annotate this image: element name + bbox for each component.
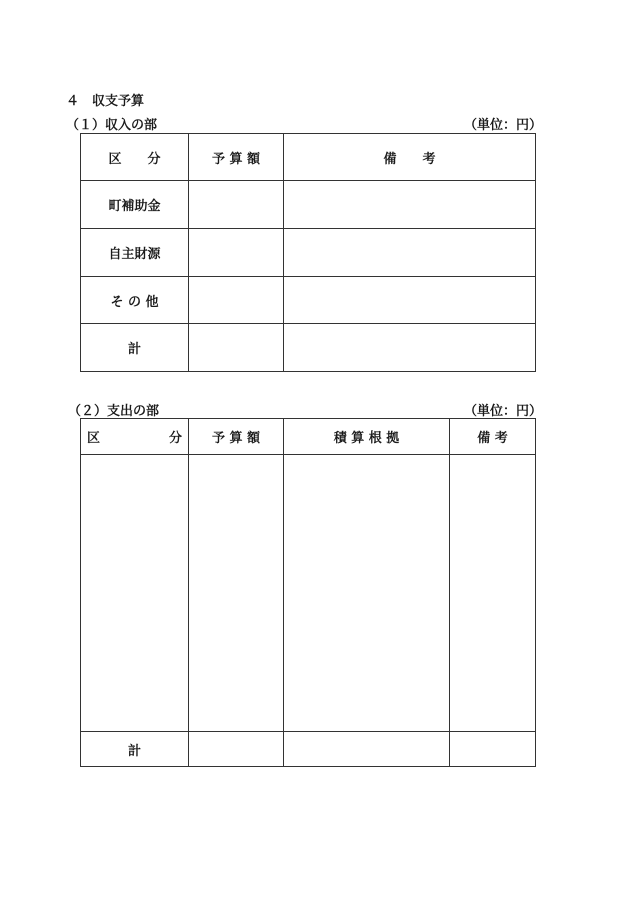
section-title: ４ 収支予算: [66, 94, 145, 109]
expense-body-amount[interactable]: [189, 455, 284, 732]
income-row-remarks[interactable]: [284, 229, 536, 277]
income-row-amount[interactable]: [189, 181, 284, 229]
expense-total-row: [81, 732, 536, 767]
expense-header-row: [81, 419, 536, 455]
expense-body-category[interactable]: [81, 455, 189, 732]
income-row: [81, 229, 536, 277]
income-row-remarks[interactable]: [284, 181, 536, 229]
expense-total-remarks[interactable]: [450, 732, 536, 767]
income-header-amount: 予 算 額: [189, 134, 284, 181]
income-row-remarks[interactable]: [284, 277, 536, 324]
income-row-amount[interactable]: [189, 277, 284, 324]
expense-table: [80, 418, 536, 767]
expense-title: （２）支出の部: [68, 404, 160, 419]
income-title: （１）収入の部: [66, 118, 158, 133]
expense-total-label: 計: [81, 732, 189, 767]
income-row-category: 町補助金: [81, 181, 189, 229]
expense-header-category-right: 分: [168, 431, 182, 446]
expense-header-category-left: 区: [87, 431, 101, 446]
expense-header-amount: 予 算 額: [189, 419, 284, 455]
expense-total-amount[interactable]: [189, 732, 284, 767]
expense-header-category: [81, 419, 189, 455]
income-row: [81, 277, 536, 324]
income-total-row: [81, 324, 536, 372]
income-row: [81, 181, 536, 229]
income-row-category: そ の 他: [81, 277, 189, 324]
income-total-label: 計: [81, 324, 189, 372]
income-header-category: 区 分: [81, 134, 189, 181]
income-header-row: [81, 134, 536, 181]
expense-body-remarks[interactable]: [450, 455, 536, 732]
income-table: [80, 133, 536, 372]
income-total-remarks[interactable]: [284, 324, 536, 372]
income-unit: （単位：円）: [463, 118, 542, 133]
expense-header-basis: 積 算 根 拠: [284, 419, 450, 455]
income-row-amount[interactable]: [189, 229, 284, 277]
expense-total-basis[interactable]: [284, 732, 450, 767]
expense-unit: （単位：円）: [463, 404, 542, 419]
income-row-category: 自主財源: [81, 229, 189, 277]
expense-header-remarks: 備 考: [450, 419, 536, 455]
expense-body-basis[interactable]: [284, 455, 450, 732]
income-header-remarks: 備 考: [284, 134, 536, 181]
income-total-amount[interactable]: [189, 324, 284, 372]
expense-body-row: [81, 455, 536, 732]
